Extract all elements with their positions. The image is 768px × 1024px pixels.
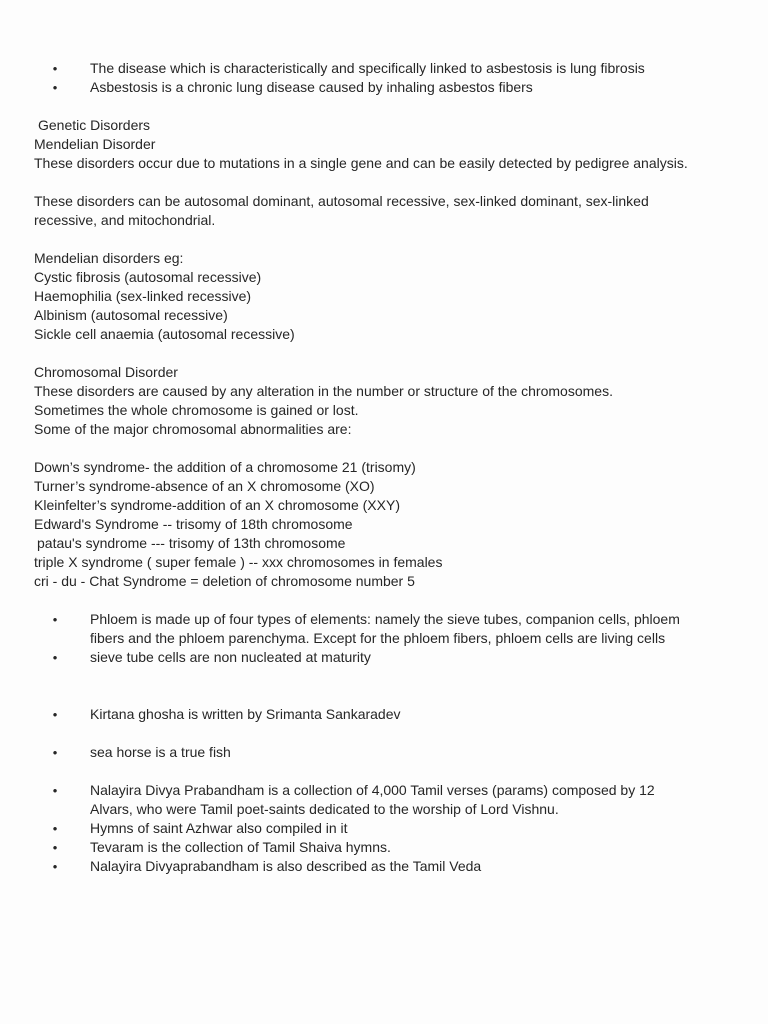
list-item-text: Asbestosis is a chronic lung disease caused by inhaling asbestos fibers: [90, 79, 533, 95]
syndrome-line: cri - du - Chat Syndrome = deletion of chromosome number 5: [34, 573, 415, 589]
example-line: Cystic fibrosis (autosomal recessive): [34, 269, 262, 285]
syndrome-line: Down’s syndrome- the addition of a chromosome 21 (trisomy): [34, 459, 416, 475]
bullet-icon: •: [52, 61, 58, 76]
list-item-text: Tevaram is the collection of Tamil Shaiva hymns.: [90, 839, 391, 855]
list-item-text: Alvars, who were Tamil poet-saints dedicated to the worship of Lord Vishnu.: [90, 801, 559, 817]
example-line: Albinism (autosomal recessive): [34, 307, 228, 323]
bullet-icon: •: [52, 612, 58, 627]
list-item-text: Kirtana ghosha is written by Srimanta Sankaradev: [90, 706, 401, 722]
syndrome-line: Edward's Syndrome -- trisomy of 18th chromosome: [34, 516, 353, 532]
syndrome-line: patau's syndrome --- trisomy of 13th chromosome: [37, 535, 346, 551]
bullet-icon: •: [52, 840, 58, 855]
list-item-text: Phloem is made up of four types of elements: namely the sieve tubes, companion cells, phloem: [90, 611, 680, 627]
subheading-chromosomal-disorder: Chromosomal Disorder: [34, 364, 178, 380]
bullet-icon: •: [52, 821, 58, 836]
bullet-icon: •: [52, 80, 58, 95]
list-item-text: Nalayira Divyaprabandham is also described as the Tamil Veda: [90, 858, 482, 874]
paragraph-text: recessive, and mitochondrial.: [34, 212, 216, 228]
example-line: Sickle cell anaemia (autosomal recessive): [34, 326, 295, 342]
bullet-icon: •: [52, 650, 58, 665]
paragraph-text: These disorders are caused by any alteration in the number or structure of the chromosomes.: [34, 383, 613, 399]
subheading-mendelian-examples: Mendelian disorders eg:: [34, 250, 184, 266]
example-line: Haemophilia (sex-linked recessive): [34, 288, 252, 304]
bullet-icon: •: [52, 783, 58, 798]
paragraph-text: These disorders can be autosomal dominant, autosomal recessive, sex-linked dominant, sex-linked: [34, 193, 649, 209]
syndrome-line: Kleinfelter’s syndrome-addition of an X chromosome (XXY): [34, 497, 400, 513]
syndrome-line: Turner’s syndrome-absence of an X chromosome (XO): [34, 478, 375, 494]
paragraph-text: Sometimes the whole chromosome is gained or lost.: [34, 402, 359, 418]
list-item-text: fibers and the phloem parenchyma. Except for the phloem fibers, phloem cells are living cells: [90, 630, 666, 646]
bullet-icon: •: [52, 707, 58, 722]
syndrome-line: triple X syndrome ( super female ) -- xxx chromosomes in females: [34, 554, 443, 570]
bullet-icon: •: [52, 745, 58, 760]
list-item-text: Nalayira Divya Prabandham is a collection of 4,000 Tamil verses (params) composed by 12: [90, 782, 655, 798]
list-item-text: Hymns of saint Azhwar also compiled in it: [90, 820, 348, 836]
subheading-mendelian-disorder: Mendelian Disorder: [34, 136, 156, 152]
bullet-icon: •: [52, 859, 58, 874]
list-item-text: sieve tube cells are non nucleated at maturity: [90, 649, 371, 665]
paragraph-text: Some of the major chromosomal abnormalities are:: [34, 421, 352, 437]
paragraph-text: These disorders occur due to mutations in a single gene and can be easily detected by pedigree analysis.: [34, 155, 688, 171]
section-heading-genetic-disorders: Genetic Disorders: [38, 117, 151, 133]
list-item-text: sea horse is a true fish: [90, 744, 231, 760]
list-item-text: The disease which is characteristically and specifically linked to asbestosis is lung fibrosis: [90, 60, 645, 76]
